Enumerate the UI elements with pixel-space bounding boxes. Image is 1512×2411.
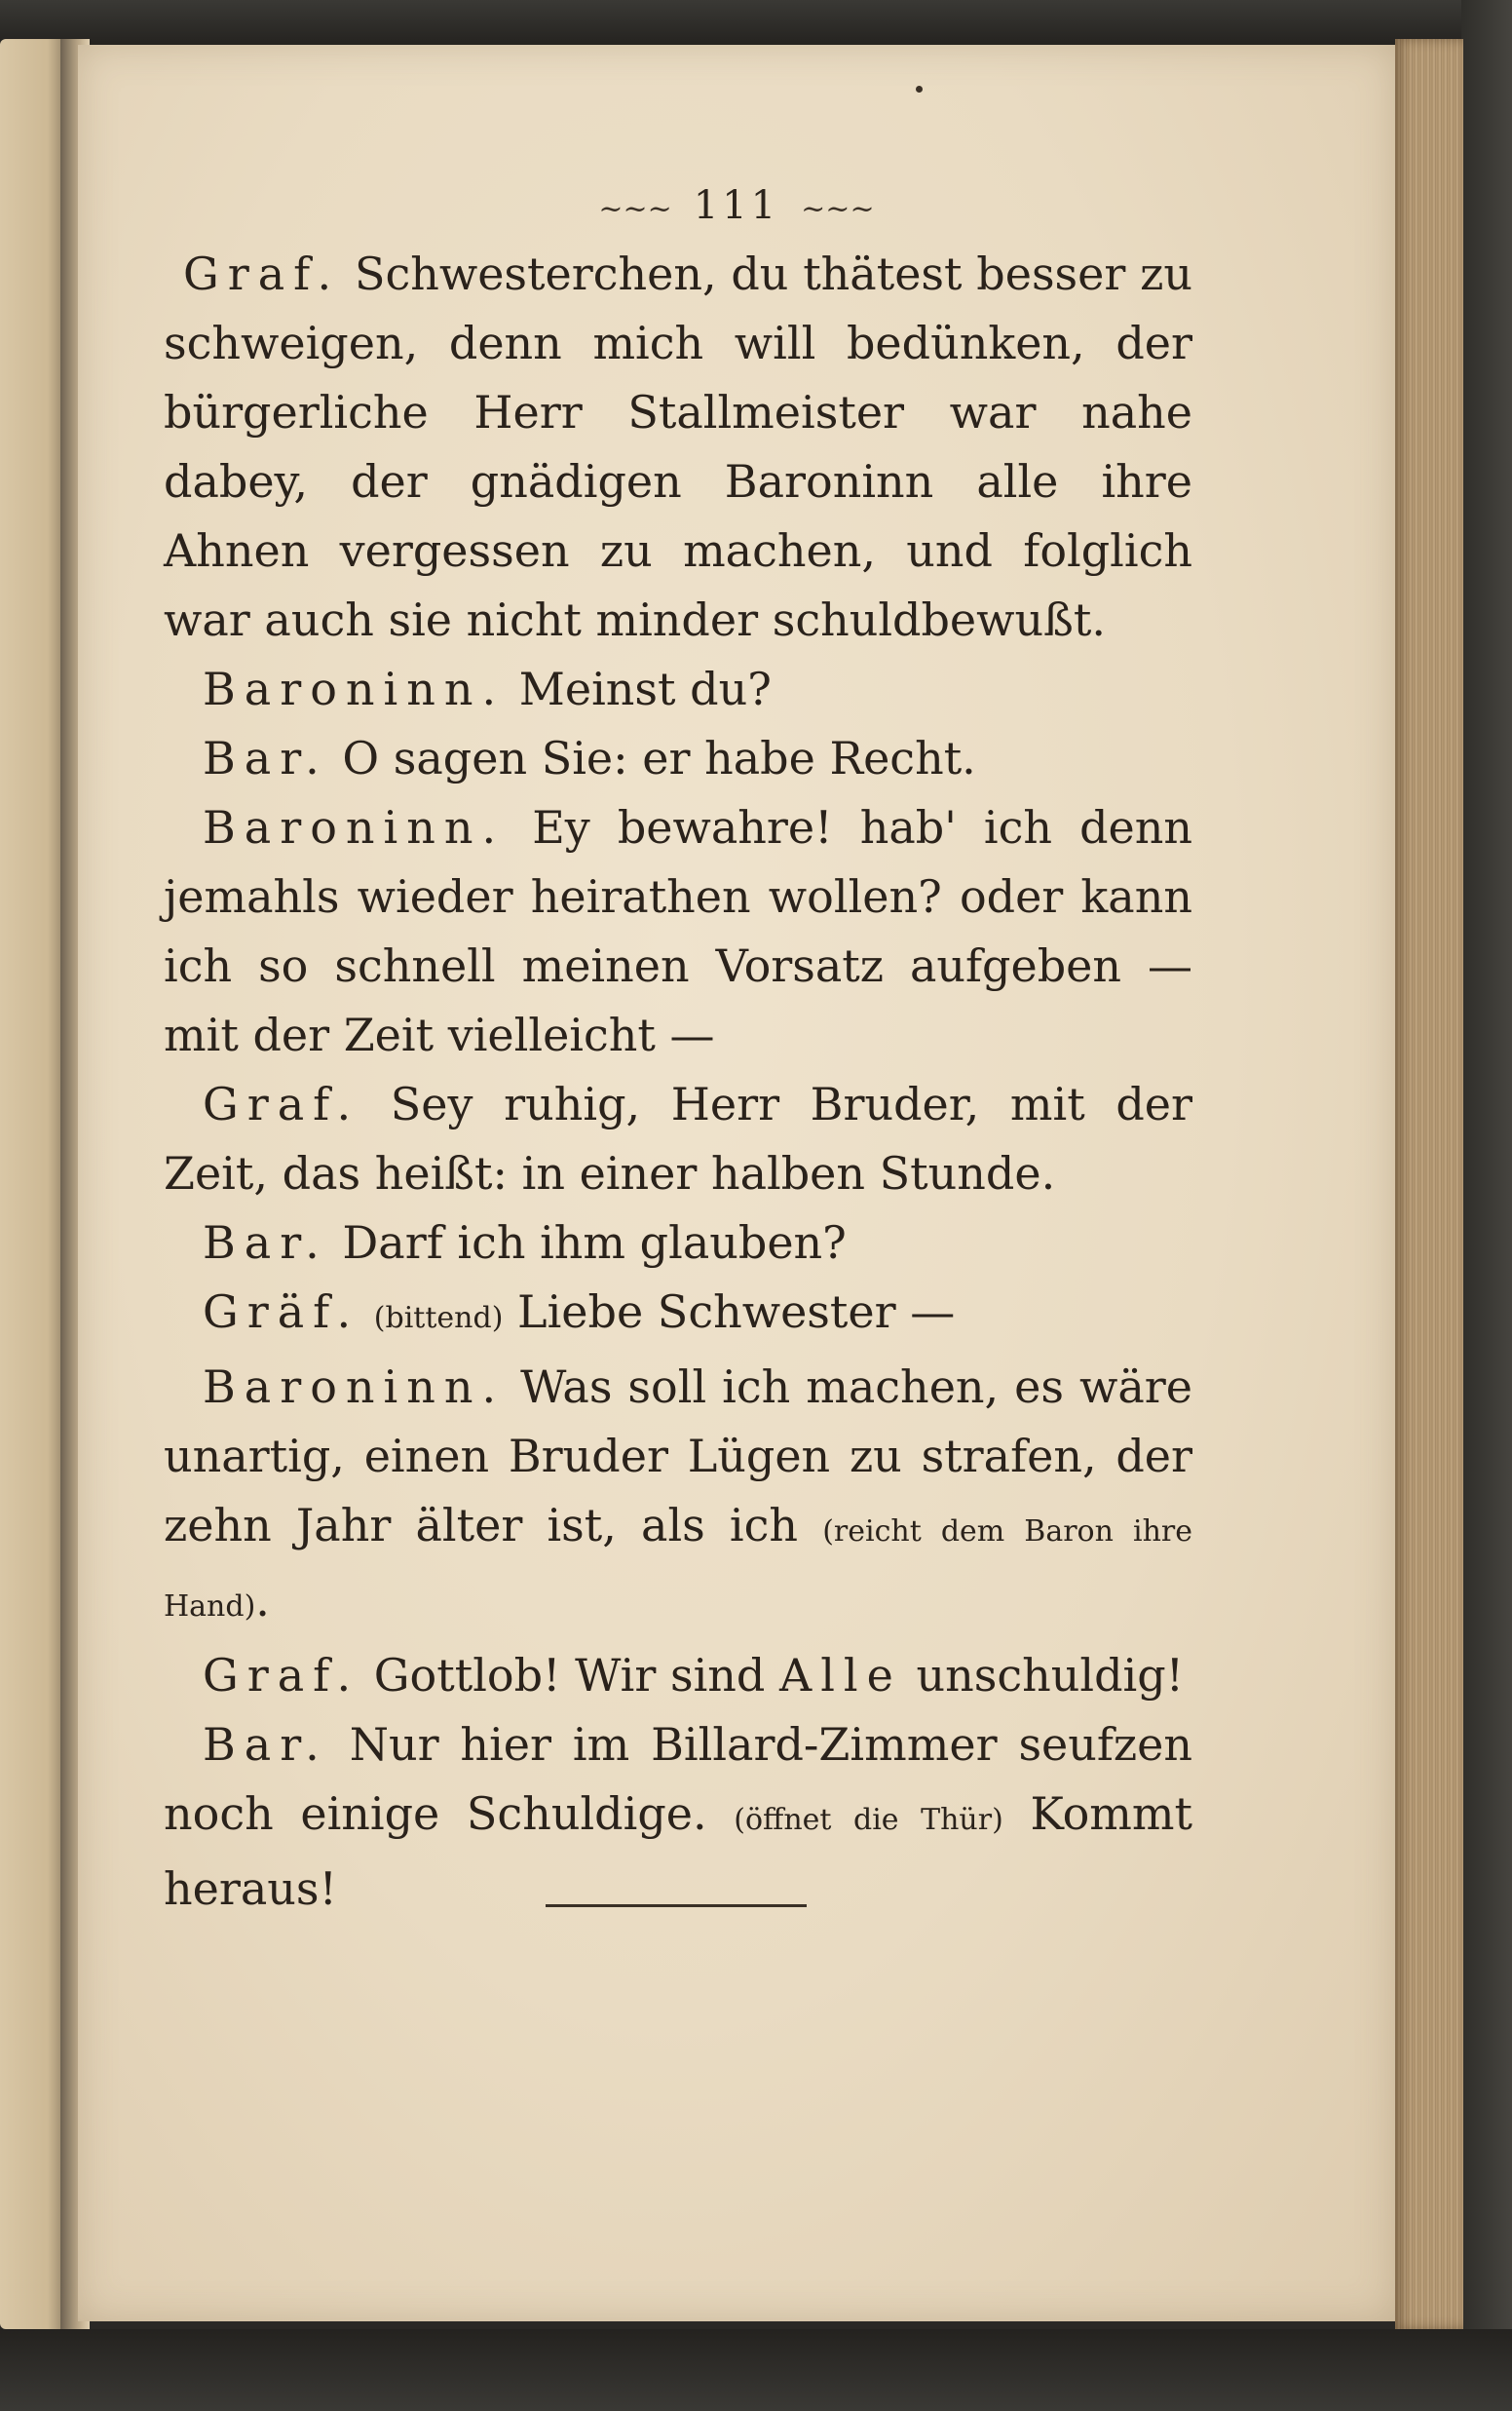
ornament-left: ~~~ bbox=[598, 192, 672, 226]
stage-direction: (reicht dem Baron ihre Hand) bbox=[164, 1514, 1193, 1624]
speech-tail: Kommt heraus! bbox=[164, 1787, 1192, 1915]
ink-speck bbox=[916, 86, 923, 93]
speech-text: Nur hier im Billard-Zimmer seufzen noch einige Schuldige. bbox=[164, 1718, 1193, 1840]
dialogue-paragraph bbox=[164, 1070, 1192, 1208]
speech-text: Meinst du? bbox=[518, 663, 772, 715]
emphasized-word: Alle bbox=[778, 1649, 902, 1702]
page-number: 111 bbox=[693, 183, 780, 228]
speaker-name: Bar. bbox=[203, 1216, 328, 1269]
speech-text: Darf ich ihm glauben? bbox=[342, 1216, 847, 1269]
dialogue-paragraph bbox=[164, 1353, 1192, 1641]
speech-text: Sey ruhig, Herr Bruder, mit der Zeit, das heißt: in einer halben Stunde. bbox=[164, 1078, 1192, 1200]
book-cover-right bbox=[1461, 0, 1512, 2411]
previous-page-edge bbox=[0, 39, 68, 2329]
dialogue-text bbox=[164, 240, 1192, 1924]
speech-tail: . bbox=[255, 1574, 270, 1626]
dialogue-paragraph bbox=[164, 724, 1192, 793]
stage-direction: (öffnet die Thür) bbox=[734, 1803, 1003, 1837]
speaker-name: Graf. bbox=[203, 1649, 360, 1702]
ornament-right: ~~~ bbox=[801, 192, 875, 226]
speech-text: O sagen Sie: er habe Recht. bbox=[342, 732, 976, 785]
section-end-rule bbox=[546, 1904, 807, 1907]
speech-text: Was soll ich machen, es wäre unartig, einen Bruder Lügen zu strafen, der zehn Jahr älter ist, als ich bbox=[164, 1360, 1192, 1551]
speech-text: Schwesterchen, du thätest besser zu schweigen, denn mich will bedünken, der bürgerliche Herr Stallmeister war nahe dabey, der gnädigen Baroninn alle ihre Ahnen vergessen zu machen, und folglich war auch sie nicht minder schuldbewußt. bbox=[164, 248, 1193, 646]
dialogue-paragraph bbox=[164, 793, 1192, 1070]
speaker-name: Bar. bbox=[203, 1718, 328, 1771]
speaker-name: Baroninn. bbox=[203, 663, 506, 715]
dialogue-paragraph bbox=[164, 1278, 1192, 1353]
running-head bbox=[78, 183, 1395, 228]
speaker-name: Baroninn. bbox=[203, 801, 506, 854]
dialogue-paragraph bbox=[164, 1641, 1192, 1710]
speaker-name: Bar. bbox=[203, 732, 328, 785]
dialogue-paragraph bbox=[164, 1208, 1192, 1278]
speaker-name: Baroninn. bbox=[203, 1360, 506, 1413]
dialogue-paragraph bbox=[164, 1710, 1192, 1924]
book-cover-top bbox=[0, 0, 1512, 47]
speech-text: Gottlob! Wir sind bbox=[373, 1649, 779, 1702]
speech-text: Liebe Schwester — bbox=[517, 1285, 956, 1338]
speech-text: Ey bewahre! hab' ich denn jemahls wieder heirathen wollen? oder kann ich so schnell meinen Vorsatz aufgeben — mit der Zeit vielleicht — bbox=[164, 801, 1193, 1061]
speaker-name: Gräf. bbox=[203, 1285, 360, 1338]
dialogue-paragraph bbox=[164, 240, 1192, 655]
stage-direction: (bittend) bbox=[373, 1301, 504, 1335]
speaker-name: Graf. bbox=[203, 1078, 360, 1130]
dialogue-paragraph bbox=[164, 655, 1192, 724]
book-cover-bottom bbox=[0, 2329, 1512, 2411]
page-fore-edge bbox=[1395, 39, 1463, 2329]
speech-tail: unschuldig! bbox=[901, 1649, 1185, 1702]
speaker-name: Graf. bbox=[183, 248, 341, 300]
